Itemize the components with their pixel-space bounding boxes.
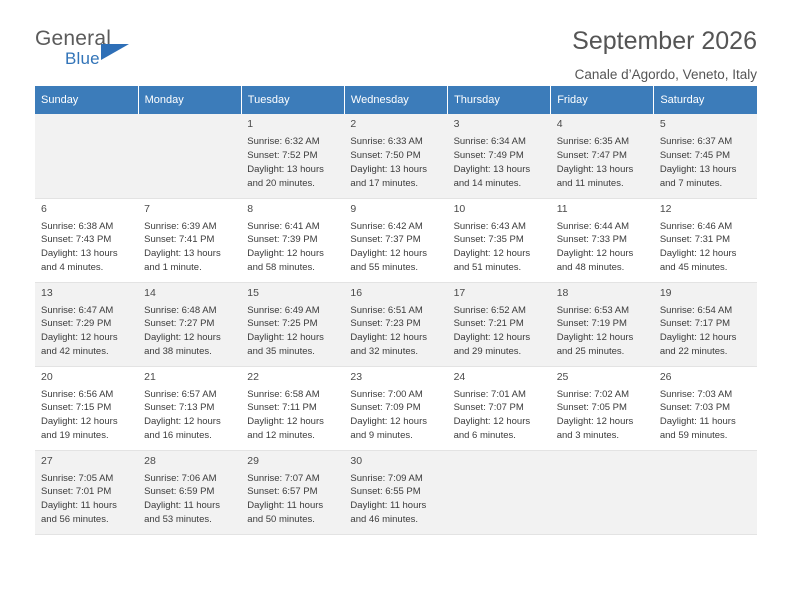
day-number: 19 <box>659 286 672 299</box>
calendar-day-cell <box>35 450 138 534</box>
day-daylight1-text: Daylight: 13 hours <box>659 163 737 175</box>
day-sunrise-text: Sunrise: 6:32 AM <box>247 136 320 148</box>
day-number: 12 <box>659 202 672 215</box>
day-sunset-text: Sunset: 7:23 PM <box>350 318 421 330</box>
day-daylight1-text: Daylight: 11 hours <box>659 416 736 428</box>
day-daylight2-text: and 3 minutes. <box>556 430 620 442</box>
day-number: 23 <box>350 370 363 383</box>
weekday-header-saturday: Saturday <box>654 86 757 114</box>
calendar-week-row <box>35 450 757 534</box>
day-daylight1-text: Daylight: 12 hours <box>556 332 634 344</box>
day-sunrise-text: Sunrise: 6:34 AM <box>453 136 526 148</box>
day-sunrise-text: Sunrise: 6:53 AM <box>556 304 630 316</box>
day-daylight1-text: Daylight: 13 hours <box>41 248 118 260</box>
day-sun-info <box>41 472 132 527</box>
calendar-day-cell <box>448 282 551 366</box>
calendar-cell-empty <box>448 450 551 534</box>
day-sunrise-text: Sunrise: 6:33 AM <box>350 136 423 148</box>
day-sun-info <box>247 472 338 527</box>
page-header <box>35 0 757 82</box>
day-sun-info <box>350 472 441 527</box>
calendar-day-cell <box>241 366 344 450</box>
day-sunset-text: Sunset: 7:52 PM <box>247 149 318 161</box>
calendar-day-cell <box>654 198 757 282</box>
day-sunrise-text: Sunrise: 6:41 AM <box>247 220 320 232</box>
day-sunset-text: Sunset: 7:17 PM <box>659 318 731 330</box>
day-sunset-text: Sunset: 7:29 PM <box>41 318 112 330</box>
day-sunrise-text: Sunrise: 7:01 AM <box>453 388 526 400</box>
day-sunset-text: Sunset: 7:49 PM <box>453 149 524 161</box>
calendar-day-cell <box>551 366 654 450</box>
calendar-day-cell <box>138 366 241 450</box>
day-number: 1 <box>247 118 254 130</box>
calendar-day-cell <box>35 366 138 450</box>
day-daylight1-text: Daylight: 12 hours <box>144 416 221 428</box>
day-sunrise-text: Sunrise: 6:51 AM <box>350 304 423 316</box>
calendar-week-row <box>35 282 757 366</box>
day-sunrise-text: Sunrise: 6:48 AM <box>144 304 217 316</box>
day-daylight2-text: and 16 minutes. <box>144 430 212 442</box>
calendar-day-cell <box>448 114 551 198</box>
day-sunset-text: Sunset: 6:59 PM <box>144 486 215 498</box>
day-number: 29 <box>247 454 259 467</box>
calendar-day-cell <box>654 366 757 450</box>
day-number: 3 <box>453 118 460 130</box>
day-sunset-text: Sunset: 7:09 PM <box>350 402 421 414</box>
calendar-week-row <box>35 198 757 282</box>
day-sunrise-text: Sunrise: 6:44 AM <box>556 220 630 232</box>
day-sunrise-text: Sunrise: 7:03 AM <box>659 388 733 400</box>
day-daylight2-text: and 50 minutes. <box>247 514 315 526</box>
day-daylight1-text: Daylight: 12 hours <box>247 332 324 344</box>
day-sun-info <box>350 220 441 275</box>
day-number: 16 <box>350 286 363 299</box>
day-daylight1-text: Daylight: 13 hours <box>350 163 427 175</box>
day-daylight2-text: and 9 minutes. <box>350 430 413 442</box>
calendar-cell-empty <box>654 450 757 534</box>
day-sun-info <box>41 388 132 443</box>
day-daylight2-text: and 51 minutes. <box>453 262 522 274</box>
day-daylight2-text: and 58 minutes. <box>247 262 315 274</box>
weekday-header-wednesday: Wednesday <box>344 86 447 114</box>
day-sunset-text: Sunset: 6:57 PM <box>247 486 318 498</box>
day-daylight2-text: and 55 minutes. <box>350 262 419 274</box>
day-sunset-text: Sunset: 7:07 PM <box>453 402 524 414</box>
weekday-header-tuesday: Tuesday <box>241 86 344 114</box>
weekday-header-monday: Monday <box>138 86 241 114</box>
day-sun-info <box>247 304 338 359</box>
calendar-day-cell <box>241 114 344 198</box>
day-sunrise-text: Sunrise: 6:47 AM <box>41 304 114 316</box>
day-daylight1-text: Daylight: 11 hours <box>41 500 117 512</box>
day-daylight2-text: and 4 minutes. <box>41 262 104 274</box>
day-number: 18 <box>556 286 569 299</box>
day-sunset-text: Sunset: 7:31 PM <box>659 234 731 246</box>
day-daylight1-text: Daylight: 12 hours <box>659 248 737 260</box>
day-sun-info <box>144 388 235 443</box>
day-sunrise-text: Sunrise: 6:54 AM <box>659 304 733 316</box>
day-sunrise-text: Sunrise: 7:06 AM <box>144 472 217 484</box>
day-number: 4 <box>556 118 563 130</box>
day-number: 25 <box>556 370 569 383</box>
day-sunrise-text: Sunrise: 6:38 AM <box>41 220 114 232</box>
day-sunrise-text: Sunrise: 7:09 AM <box>350 472 423 484</box>
day-sunset-text: Sunset: 7:41 PM <box>144 234 215 246</box>
logo-flag-icon <box>101 44 129 60</box>
day-daylight2-text: and 12 minutes. <box>247 430 315 442</box>
day-daylight1-text: Daylight: 12 hours <box>453 332 531 344</box>
day-sun-info <box>660 135 751 190</box>
day-daylight2-text: and 42 minutes. <box>41 346 109 358</box>
day-sunrise-text: Sunrise: 7:05 AM <box>41 472 114 484</box>
day-number: 21 <box>144 370 156 383</box>
day-daylight2-text: and 14 minutes. <box>453 177 522 189</box>
day-daylight2-text: and 17 minutes. <box>350 177 419 189</box>
logo-text-general: General <box>35 27 112 50</box>
day-sunrise-text: Sunrise: 7:00 AM <box>350 388 423 400</box>
day-daylight1-text: Daylight: 12 hours <box>350 248 427 260</box>
day-number: 13 <box>41 286 53 299</box>
day-sunrise-text: Sunrise: 7:02 AM <box>556 388 630 400</box>
day-sun-info <box>454 388 545 443</box>
day-sunset-text: Sunset: 7:25 PM <box>247 318 318 330</box>
day-daylight2-text: and 32 minutes. <box>350 346 419 358</box>
day-number: 8 <box>247 202 254 215</box>
day-sunrise-text: Sunrise: 6:56 AM <box>41 388 114 400</box>
day-sun-info <box>660 220 751 275</box>
day-number: 6 <box>41 202 47 215</box>
day-sunset-text: Sunset: 7:03 PM <box>659 402 731 414</box>
day-sun-info <box>41 304 132 359</box>
calendar-day-cell <box>344 114 447 198</box>
day-daylight1-text: Daylight: 13 hours <box>144 248 221 260</box>
day-sunrise-text: Sunrise: 6:42 AM <box>350 220 423 232</box>
calendar-day-cell <box>654 282 757 366</box>
day-sunrise-text: Sunrise: 6:35 AM <box>556 136 630 148</box>
day-number: 27 <box>41 454 53 467</box>
day-daylight2-text: and 45 minutes. <box>659 262 728 274</box>
day-daylight2-text: and 48 minutes. <box>556 262 625 274</box>
calendar-day-cell <box>344 366 447 450</box>
day-daylight1-text: Daylight: 12 hours <box>659 332 737 344</box>
day-daylight2-text: and 20 minutes. <box>247 177 315 189</box>
calendar-day-cell <box>344 198 447 282</box>
day-daylight2-text: and 1 minute. <box>144 262 202 274</box>
day-sunset-text: Sunset: 7:13 PM <box>144 402 215 414</box>
day-sunrise-text: Sunrise: 6:46 AM <box>659 220 733 232</box>
day-number: 28 <box>144 454 156 467</box>
day-sun-info <box>350 388 441 443</box>
day-daylight2-text: and 25 minutes. <box>556 346 625 358</box>
day-number: 24 <box>453 370 466 383</box>
day-sun-info <box>454 135 545 190</box>
day-number: 17 <box>453 286 466 299</box>
day-daylight1-text: Daylight: 12 hours <box>453 248 531 260</box>
day-number: 20 <box>41 370 53 383</box>
day-number: 26 <box>659 370 672 383</box>
calendar-day-cell <box>138 450 241 534</box>
day-daylight1-text: Daylight: 12 hours <box>453 416 531 428</box>
day-sunset-text: Sunset: 7:45 PM <box>659 149 731 161</box>
day-sunrise-text: Sunrise: 6:52 AM <box>453 304 526 316</box>
title-block <box>572 28 757 82</box>
weekday-header-row <box>35 86 757 114</box>
day-daylight1-text: Daylight: 12 hours <box>247 248 324 260</box>
day-daylight1-text: Daylight: 12 hours <box>556 248 634 260</box>
day-daylight2-text: and 19 minutes. <box>41 430 109 442</box>
day-sun-info <box>41 220 132 275</box>
day-number: 14 <box>144 286 156 299</box>
page-title: September 2026 <box>572 27 757 55</box>
calendar-day-cell <box>551 198 654 282</box>
day-number: 30 <box>350 454 363 467</box>
day-daylight2-text: and 11 minutes. <box>556 177 624 189</box>
day-daylight2-text: and 56 minutes. <box>41 514 109 526</box>
day-sun-info <box>247 135 338 190</box>
day-sunset-text: Sunset: 7:33 PM <box>556 234 627 246</box>
day-number: 22 <box>247 370 259 383</box>
day-sun-info <box>660 388 751 443</box>
calendar-day-cell <box>138 198 241 282</box>
day-sun-info <box>454 304 545 359</box>
day-sun-info <box>350 304 441 359</box>
day-sunset-text: Sunset: 7:19 PM <box>556 318 627 330</box>
calendar-day-cell <box>344 450 447 534</box>
day-sun-info <box>557 220 648 275</box>
calendar-week-row <box>35 114 757 198</box>
sunrise-sunset-calendar <box>35 86 757 535</box>
generalblue-logo <box>35 28 155 78</box>
location-subtitle: Canale d’Agordo, Veneto, Italy <box>574 66 757 82</box>
day-sun-info <box>557 304 648 359</box>
day-daylight1-text: Daylight: 13 hours <box>247 163 324 175</box>
day-daylight2-text: and 59 minutes. <box>659 430 728 442</box>
day-daylight2-text: and 22 minutes. <box>659 346 728 358</box>
day-sunrise-text: Sunrise: 6:57 AM <box>144 388 217 400</box>
day-sun-info <box>144 472 235 527</box>
day-sunset-text: Sunset: 7:11 PM <box>247 402 317 414</box>
day-daylight1-text: Daylight: 12 hours <box>247 416 324 428</box>
day-daylight1-text: Daylight: 13 hours <box>453 163 531 175</box>
calendar-day-cell <box>551 282 654 366</box>
day-sunset-text: Sunset: 7:15 PM <box>41 402 112 414</box>
day-number: 5 <box>659 118 666 130</box>
day-sun-info <box>144 220 235 275</box>
day-sun-info <box>660 304 751 359</box>
day-number: 9 <box>350 202 357 215</box>
weekday-header-friday: Friday <box>551 86 654 114</box>
day-sunrise-text: Sunrise: 6:49 AM <box>247 304 320 316</box>
day-sun-info <box>247 220 338 275</box>
calendar-week-row <box>35 366 757 450</box>
day-daylight1-text: Daylight: 11 hours <box>144 500 221 512</box>
day-sunrise-text: Sunrise: 6:37 AM <box>659 136 733 148</box>
day-number: 10 <box>453 202 466 215</box>
day-number: 7 <box>144 202 150 215</box>
weekday-header-sunday: Sunday <box>35 86 138 114</box>
calendar-day-cell <box>448 198 551 282</box>
day-daylight1-text: Daylight: 12 hours <box>144 332 221 344</box>
day-sunset-text: Sunset: 7:37 PM <box>350 234 421 246</box>
calendar-cell-empty <box>35 114 138 198</box>
calendar-day-cell <box>241 282 344 366</box>
day-daylight1-text: Daylight: 11 hours <box>247 500 324 512</box>
calendar-day-cell <box>138 282 241 366</box>
day-daylight1-text: Daylight: 11 hours <box>350 500 427 512</box>
day-sun-info <box>557 135 648 190</box>
day-daylight2-text: and 53 minutes. <box>144 514 212 526</box>
day-sunset-text: Sunset: 7:27 PM <box>144 318 215 330</box>
day-daylight1-text: Daylight: 13 hours <box>556 163 634 175</box>
calendar-day-cell <box>35 198 138 282</box>
day-sunrise-text: Sunrise: 7:07 AM <box>247 472 320 484</box>
day-sunset-text: Sunset: 6:55 PM <box>350 486 421 498</box>
day-daylight1-text: Daylight: 12 hours <box>350 416 427 428</box>
day-sunrise-text: Sunrise: 6:39 AM <box>144 220 217 232</box>
day-daylight2-text: and 29 minutes. <box>453 346 522 358</box>
day-daylight1-text: Daylight: 12 hours <box>556 416 634 428</box>
day-sun-info <box>350 135 441 190</box>
day-number: 2 <box>350 118 357 130</box>
calendar-day-cell <box>448 366 551 450</box>
day-daylight1-text: Daylight: 12 hours <box>41 332 118 344</box>
day-sunset-text: Sunset: 7:39 PM <box>247 234 318 246</box>
calendar-body <box>35 114 757 534</box>
day-sunset-text: Sunset: 7:47 PM <box>556 149 627 161</box>
day-daylight1-text: Daylight: 12 hours <box>350 332 427 344</box>
day-sun-info <box>454 220 545 275</box>
day-number: 15 <box>247 286 259 299</box>
calendar-cell-empty <box>551 450 654 534</box>
day-daylight1-text: Daylight: 12 hours <box>41 416 118 428</box>
day-daylight2-text: and 46 minutes. <box>350 514 419 526</box>
weekday-header-thursday: Thursday <box>448 86 551 114</box>
day-number: 11 <box>556 202 568 215</box>
day-daylight2-text: and 38 minutes. <box>144 346 212 358</box>
day-sunrise-text: Sunrise: 6:43 AM <box>453 220 526 232</box>
calendar-cell-empty <box>138 114 241 198</box>
day-sunset-text: Sunset: 7:01 PM <box>41 486 112 498</box>
calendar-day-cell <box>35 282 138 366</box>
day-sunset-text: Sunset: 7:35 PM <box>453 234 524 246</box>
calendar-day-cell <box>344 282 447 366</box>
day-sunrise-text: Sunrise: 6:58 AM <box>247 388 320 400</box>
day-daylight2-text: and 35 minutes. <box>247 346 315 358</box>
logo-text-blue: Blue <box>65 49 100 68</box>
day-sunset-text: Sunset: 7:05 PM <box>556 402 627 414</box>
calendar-day-cell <box>551 114 654 198</box>
day-sunset-text: Sunset: 7:43 PM <box>41 234 112 246</box>
day-daylight2-text: and 7 minutes. <box>659 177 723 189</box>
calendar-day-cell <box>241 198 344 282</box>
calendar-day-cell <box>654 114 757 198</box>
day-sunset-text: Sunset: 7:50 PM <box>350 149 421 161</box>
day-sun-info <box>144 304 235 359</box>
day-sun-info <box>247 388 338 443</box>
day-daylight2-text: and 6 minutes. <box>453 430 516 442</box>
day-sunset-text: Sunset: 7:21 PM <box>453 318 524 330</box>
calendar-day-cell <box>241 450 344 534</box>
day-sun-info <box>557 388 648 443</box>
